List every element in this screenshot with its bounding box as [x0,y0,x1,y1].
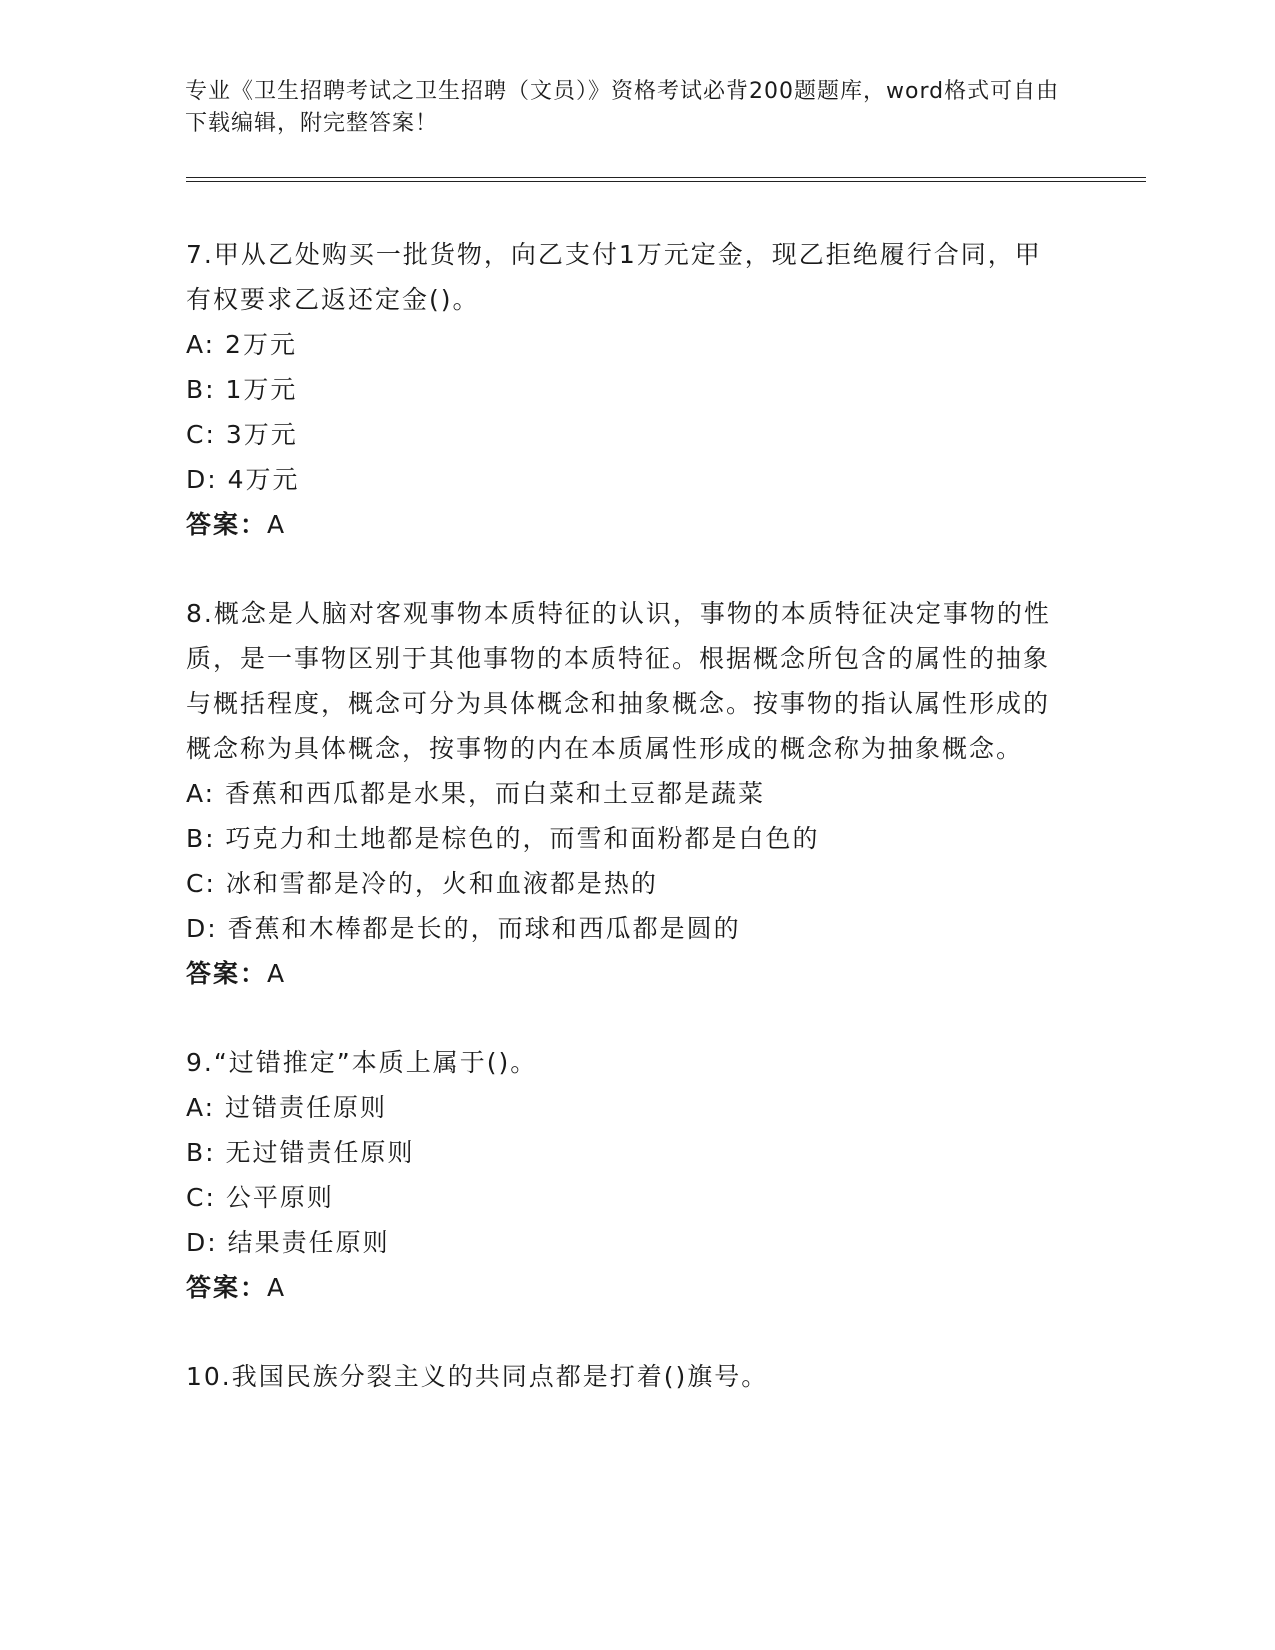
answer-label: 答案： [186,510,268,539]
answer-value: A [267,510,287,539]
option-b: B: 1万元 [186,375,298,404]
option-a: A: 香蕉和西瓜都是水果，而白菜和土豆都是蔬菜 [186,779,766,808]
question-text: 7.甲从乙处购买一批货物，向乙支付1万元定金，现乙拒绝履行合同，甲有权要求乙返还定金()。 [186,240,1042,314]
answer-line [186,502,1066,547]
option-a: A: 2万元 [186,330,297,359]
question-text: 10.我国民族分裂主义的共同点都是打着()旗号。 [186,1362,769,1391]
question-9 [186,1040,1066,1310]
header-divider [186,177,1146,182]
option-d: D: 香蕉和木棒都是长的，而球和西瓜都是圆的 [186,914,741,943]
question-text: 8.概念是人脑对客观事物本质特征的认识，事物的本质特征决定事物的性质，是一事物区别于其他事物的本质特征。根据概念所包含的属性的抽象与概括程度，概念可分为具体概念和抽象概念。按事物的指认属性形成的概念称为具体概念，按事物的内在本质属性形成的概念称为抽象概念。 [186,599,1051,763]
answer-label: 答案： [186,959,268,988]
question-10 [186,1354,1066,1399]
answer-value: A [267,1273,287,1302]
answer-value: A [267,959,287,988]
question-7 [186,232,1066,547]
option-c: C: 3万元 [186,420,298,449]
option-c: C: 冰和雪都是冷的，火和血液都是热的 [186,869,658,898]
answer-line [186,951,1066,996]
answer-label: 答案： [186,1273,268,1302]
option-a: A: 过错责任原则 [186,1093,388,1122]
option-d: D: 4万元 [186,465,300,494]
question-text: 9.“过错推定”本质上属于()。 [186,1048,538,1077]
option-b: B: 巧克力和土地都是棕色的，而雪和面粉都是白色的 [186,824,820,853]
option-b: B: 无过错责任原则 [186,1138,415,1167]
document-title: 专业《卫生招聘考试之卫生招聘（文员）》资格考试必背200题题库，word格式可自由下载编辑，附完整答案！ [185,79,1060,136]
question-8 [186,591,1066,996]
question-list [186,232,1066,1443]
answer-line [186,1265,1066,1310]
option-d: D: 结果责任原则 [186,1228,390,1257]
option-c: C: 公平原则 [186,1183,334,1212]
document-header [185,76,1065,140]
